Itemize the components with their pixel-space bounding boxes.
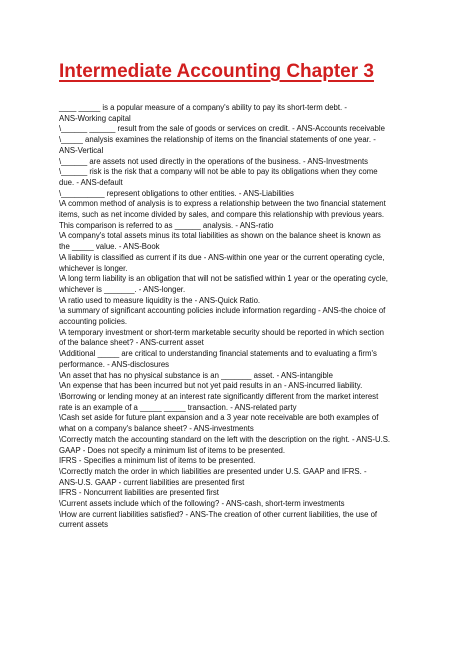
text-line: IFRS - Noncurrent liabilities are presented first: [59, 488, 219, 498]
text-line: \A temporary investment or short-term marketable security should be reported in which section: [59, 327, 385, 337]
text-line: \______ risk is the risk that a company will not be able to pay its obligations when they come: [59, 167, 378, 177]
text-line: \Correctly match the accounting standard on the left with the description on the right. - ANS-U.S.: [59, 434, 391, 444]
text-line: ____ _____ is a popular measure of a company's ability to pay its short-term debt. -: [59, 103, 347, 112]
text-line: \An expense that has been incurred but not yet paid results in an - ANS-incurred liability.: [59, 381, 363, 391]
text-line: \_____ analysis examines the relationship of items on the financial statements of one year. -: [59, 135, 376, 145]
text-line: whichever is _______. - ANS-longer.: [59, 284, 186, 294]
text-line: \Correctly match the order in which liabilities are presented under U.S. GAAP and IFRS. -: [59, 466, 367, 476]
text-line: of the balance sheet? - ANS-current asset: [59, 338, 204, 348]
text-line: IFRS - Specifies a minimum list of items to be presented.: [59, 456, 256, 466]
document-title: Intermediate Accounting Chapter 3: [59, 61, 374, 82]
text-line: \a summary of significant accounting policies include information regarding - ANS-the choice of: [59, 306, 386, 316]
text-line: \__________ represent obligations to other entities. - ANS-Liabilities: [59, 188, 294, 198]
document-body: [59, 103, 429, 531]
text-line: This comparison is referred to as ______ analysis. - ANS-ratio: [59, 220, 274, 230]
text-line: GAAP - Does not specify a minimum list of items to be presented.: [59, 445, 286, 455]
text-line: whichever is longer.: [59, 263, 128, 273]
text-line: due. - ANS-default: [59, 177, 123, 187]
text-line: \An asset that has no physical substance is an _______ asset. - ANS-intangible: [59, 370, 333, 380]
text-line: \How are current liabilities satisfied? - ANS-The creation of other current liabilities, the use of: [59, 509, 378, 519]
text-line: \A long term liability is an obligation that will not be satisfied within 1 year or the operating cycle,: [59, 274, 388, 284]
text-line: \______ ______ result from the sale of goods or services on credit. - ANS-Accounts receivable: [59, 124, 385, 134]
text-line: current assets: [59, 520, 108, 530]
text-line: what on a company's balance sheet? - ANS-investments: [59, 424, 254, 434]
text-line: ANS-U.S. GAAP - current liabilities are presented first: [59, 477, 245, 487]
text-line: accounting policies.: [59, 317, 128, 327]
text-line: \Current assets include which of the following? - ANS-cash, short-term investments: [59, 499, 345, 509]
text-line: \Borrowing or lending money at an interest rate significantly different from the market interest: [59, 391, 379, 401]
text-line: ANS-Vertical: [59, 145, 104, 155]
text-line: \A ratio used to measure liquidity is the - ANS-Quick Ratio.: [59, 295, 261, 305]
text-line: items, such as net income divided by sales, and compare this relationship with previous years.: [59, 210, 385, 220]
text-line: \A liability is classified as current if its due - ANS-within one year or the current operating cycle,: [59, 252, 385, 262]
text-line: \______ are assets not used directly in the operations of the business. - ANS-Investments: [59, 156, 369, 166]
text-line: \A common method of analysis is to express a relationship between the two financial statement: [59, 199, 386, 209]
text-line: \A company's total assets minus its total liabilities as shown on the balance sheet is known as: [59, 231, 381, 241]
text-line: rate is an example of a _____ _____ transaction. - ANS-related party: [59, 402, 297, 412]
text-line: \Cash set aside for future plant expansion and a 3 year note receivable are both examples of: [59, 413, 379, 423]
text-line: ANS-Working capital: [59, 113, 131, 123]
text-line: performance. - ANS-disclosures: [59, 359, 170, 369]
text-line: \Additional _____ are critical to understanding financial statements and to evaluating a firm's: [59, 349, 377, 359]
text-line: the _____ value. - ANS-Book: [59, 242, 160, 252]
